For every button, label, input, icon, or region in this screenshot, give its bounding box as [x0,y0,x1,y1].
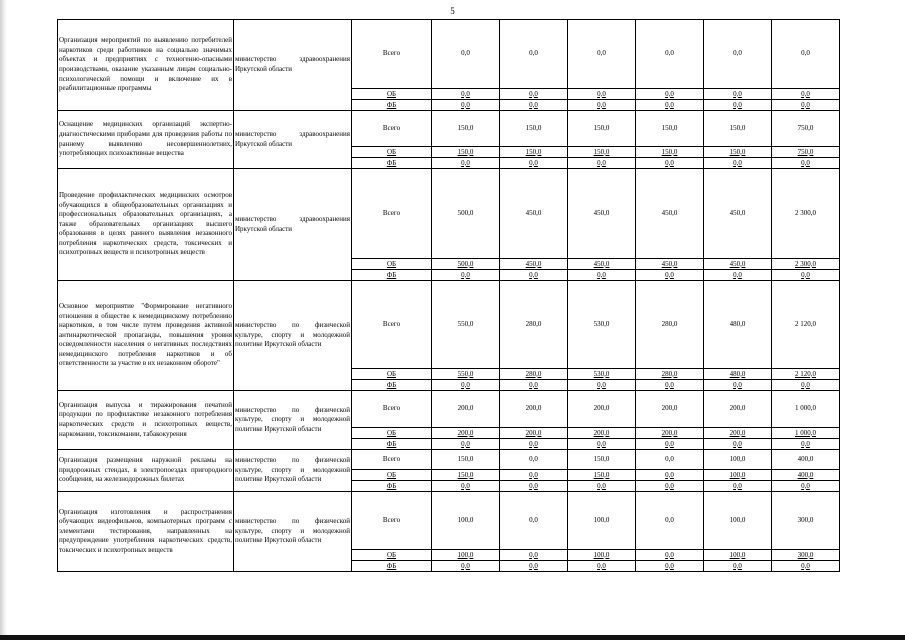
year-value: 0,0 [636,561,704,572]
table-row [58,169,840,259]
year-value: 0,0 [636,470,704,481]
year-value: 450,0 [704,169,772,259]
year-value: 450,0 [500,169,568,259]
year-value: 100,0 [568,550,636,561]
page-number: 5 [450,6,455,16]
year-value: 0,0 [636,450,704,470]
total-value: 2 300,0 [772,259,840,270]
year-value: 0,0 [500,450,568,470]
executor-cell: министерство по физической культуре, спорту и молодежной политике Иркутской области [234,450,352,492]
table-row [58,281,840,369]
year-value: 450,0 [704,259,772,270]
year-value: 0,0 [500,481,568,492]
activity-description: Организация размещения наружной рекламы на придорожных стендах, в электропоездах пригородного сообщения, на железнодорожных билетах [58,450,234,492]
year-value: 280,0 [636,369,704,380]
year-value: 0,0 [432,89,500,100]
table-row [58,450,840,470]
year-value: 0,0 [500,270,568,281]
year-value: 0,0 [500,380,568,391]
year-value: 450,0 [568,259,636,270]
year-value: 0,0 [568,561,636,572]
year-value: 200,0 [568,391,636,428]
funding-table [57,19,840,572]
year-value: 0,0 [568,439,636,450]
year-value: 0,0 [432,380,500,391]
year-value: 150,0 [636,111,704,147]
year-value: 450,0 [568,169,636,259]
year-value: 0,0 [432,100,500,111]
activity-description: Организация изготовления и распространения обучающих видеофильмов, компьютерных программ с элементами тестирования, направленных на предупреждение употребления наркотических средств, токсических и психотропных веществ [58,492,234,572]
funding-source: ОБ [352,89,432,100]
year-value: 0,0 [636,270,704,281]
year-value: 0,0 [432,20,500,89]
total-value: 0,0 [772,561,840,572]
total-value: 1 000,0 [772,428,840,439]
year-value: 480,0 [704,369,772,380]
table-row [58,111,840,147]
funding-source: Всего [352,281,432,369]
year-value: 150,0 [500,147,568,158]
year-value: 100,0 [704,470,772,481]
funding-source: ФБ [352,561,432,572]
year-value: 0,0 [636,481,704,492]
total-value: 300,0 [772,550,840,561]
year-value: 200,0 [636,391,704,428]
year-value: 100,0 [704,550,772,561]
year-value: 280,0 [500,369,568,380]
year-value: 0,0 [704,439,772,450]
year-value: 0,0 [500,158,568,169]
funding-source: Всего [352,20,432,89]
year-value: 0,0 [704,270,772,281]
activity-description: Оснащение медицинских организаций экспертно-диагностическими приборами для проведения работы по раннему выявлению несовершеннолетних, употребляющих психоактивные вещества [58,111,234,169]
year-value: 480,0 [704,281,772,369]
funding-source: Всего [352,450,432,470]
total-value: 0,0 [772,20,840,89]
funding-source: Всего [352,111,432,147]
total-value: 0,0 [772,89,840,100]
year-value: 0,0 [500,492,568,550]
funding-source: ФБ [352,380,432,391]
year-value: 200,0 [568,428,636,439]
total-value: 0,0 [772,380,840,391]
scan-bottom-edge [0,635,905,640]
year-value: 0,0 [636,492,704,550]
year-value: 200,0 [432,428,500,439]
funding-source: ФБ [352,439,432,450]
year-value: 280,0 [636,281,704,369]
year-value: 0,0 [568,158,636,169]
year-value: 100,0 [704,492,772,550]
year-value: 100,0 [432,492,500,550]
year-value: 150,0 [568,111,636,147]
year-value: 150,0 [432,111,500,147]
year-value: 450,0 [500,259,568,270]
funding-source: ФБ [352,270,432,281]
scan-edge-shadow [0,0,7,640]
year-value: 100,0 [568,492,636,550]
year-value: 530,0 [568,281,636,369]
year-value: 0,0 [636,380,704,391]
total-value: 400,0 [772,450,840,470]
activity-description: Организация мероприятий по выявлению потребителей наркотиков среди работников на социально значимых объектах и предприятиях с техногенно-опасными производствами, оказание указанным лицам социально-психологической помощи и включение их в реабилитационные программы [58,20,234,111]
executor-cell: министерство по физической культуре, спорту и молодежной политике Иркутской области [234,281,352,391]
year-value: 0,0 [500,100,568,111]
total-value: 2 120,0 [772,281,840,369]
activity-description: Организация выпуска и тиражирования печатной продукции по профилактике незаконного потребления наркотических средств и психотропных веществ, наркомании, токсикомании, табакокурения [58,391,234,450]
year-value: 200,0 [704,391,772,428]
funding-source: ФБ [352,158,432,169]
funding-source: ОБ [352,259,432,270]
year-value: 200,0 [704,428,772,439]
year-value: 0,0 [636,20,704,89]
total-value: 2 120,0 [772,369,840,380]
funding-source: Всего [352,492,432,550]
year-value: 0,0 [432,481,500,492]
year-value: 150,0 [568,450,636,470]
executor-cell: министерство по физической культуре, спорту и молодежной политике Иркутской области [234,391,352,450]
year-value: 0,0 [500,561,568,572]
year-value: 0,0 [636,550,704,561]
year-value: 0,0 [704,89,772,100]
total-value: 0,0 [772,270,840,281]
year-value: 0,0 [704,20,772,89]
total-value: 0,0 [772,158,840,169]
year-value: 530,0 [568,369,636,380]
activity-description: Основное мероприятие "Формирование негативного отношения в обществе к немедицинскому потреблению наркотиков, в том числе путем проведения активной антинаркотической пропаганды, повышения уровня осведомленности населения о негативных последствиях немедицинского потребления наркотиков и об ответственности за участие в их незаконном обороте" [58,281,234,391]
year-value: 0,0 [568,380,636,391]
year-value: 0,0 [704,561,772,572]
year-value: 200,0 [500,391,568,428]
year-value: 0,0 [432,270,500,281]
table-row [58,492,840,550]
year-value: 200,0 [636,428,704,439]
table-row [58,20,840,89]
funding-source: ОБ [352,550,432,561]
total-value: 1 000,0 [772,391,840,428]
year-value: 0,0 [500,439,568,450]
total-value: 0,0 [772,481,840,492]
year-value: 0,0 [568,270,636,281]
year-value: 200,0 [500,428,568,439]
year-value: 450,0 [636,259,704,270]
year-value: 0,0 [432,158,500,169]
funding-source: ОБ [352,147,432,158]
year-value: 550,0 [432,369,500,380]
year-value: 0,0 [636,100,704,111]
funding-source: Всего [352,391,432,428]
year-value: 0,0 [500,550,568,561]
year-value: 550,0 [432,281,500,369]
year-value: 150,0 [432,470,500,481]
year-value: 150,0 [500,111,568,147]
year-value: 150,0 [704,147,772,158]
year-value: 150,0 [704,111,772,147]
table-row [58,391,840,428]
year-value: 0,0 [704,100,772,111]
year-value: 150,0 [636,147,704,158]
total-value: 0,0 [772,100,840,111]
funding-source: ФБ [352,100,432,111]
activity-description: Проведение профилактических медицинских осмотров обучающихся в общеобразовательных организациях и профессиональных образовательных организациях, а также образовательных организациях высшего образования в целях раннего выявления незаконного потребления наркотических средств, токсических и психотропных веществ и психотропных веществ [58,169,234,281]
year-value: 0,0 [432,439,500,450]
year-value: 0,0 [500,470,568,481]
funding-source: ОБ [352,369,432,380]
year-value: 0,0 [500,89,568,100]
year-value: 0,0 [568,89,636,100]
year-value: 0,0 [636,158,704,169]
year-value: 500,0 [432,259,500,270]
funding-source: ОБ [352,470,432,481]
year-value: 150,0 [568,147,636,158]
executor-cell: министерство здравоохранения Иркутской области [234,20,352,111]
funding-source: Всего [352,169,432,259]
year-value: 150,0 [432,450,500,470]
year-value: 0,0 [432,561,500,572]
year-value: 0,0 [704,380,772,391]
executor-cell: министерство по физической культуре, спорту и молодежной политике Иркутской области [234,492,352,572]
year-value: 150,0 [568,470,636,481]
year-value: 0,0 [636,439,704,450]
year-value: 0,0 [568,481,636,492]
year-value: 0,0 [704,481,772,492]
executor-cell: министерство здравоохранения Иркутской области [234,169,352,281]
funding-source: ОБ [352,428,432,439]
executor-cell: министерство здравоохранения Иркутской области [234,111,352,169]
year-value: 0,0 [568,20,636,89]
total-value: 750,0 [772,147,840,158]
total-value: 300,0 [772,492,840,550]
year-value: 0,0 [636,89,704,100]
year-value: 280,0 [500,281,568,369]
funding-source: ФБ [352,481,432,492]
year-value: 0,0 [568,100,636,111]
total-value: 2 300,0 [772,169,840,259]
year-value: 100,0 [704,450,772,470]
total-value: 750,0 [772,111,840,147]
total-value: 400,0 [772,470,840,481]
year-value: 150,0 [432,147,500,158]
year-value: 450,0 [636,169,704,259]
year-value: 500,0 [432,169,500,259]
year-value: 0,0 [500,20,568,89]
total-value: 0,0 [772,439,840,450]
year-value: 200,0 [432,391,500,428]
year-value: 100,0 [432,550,500,561]
year-value: 0,0 [704,158,772,169]
